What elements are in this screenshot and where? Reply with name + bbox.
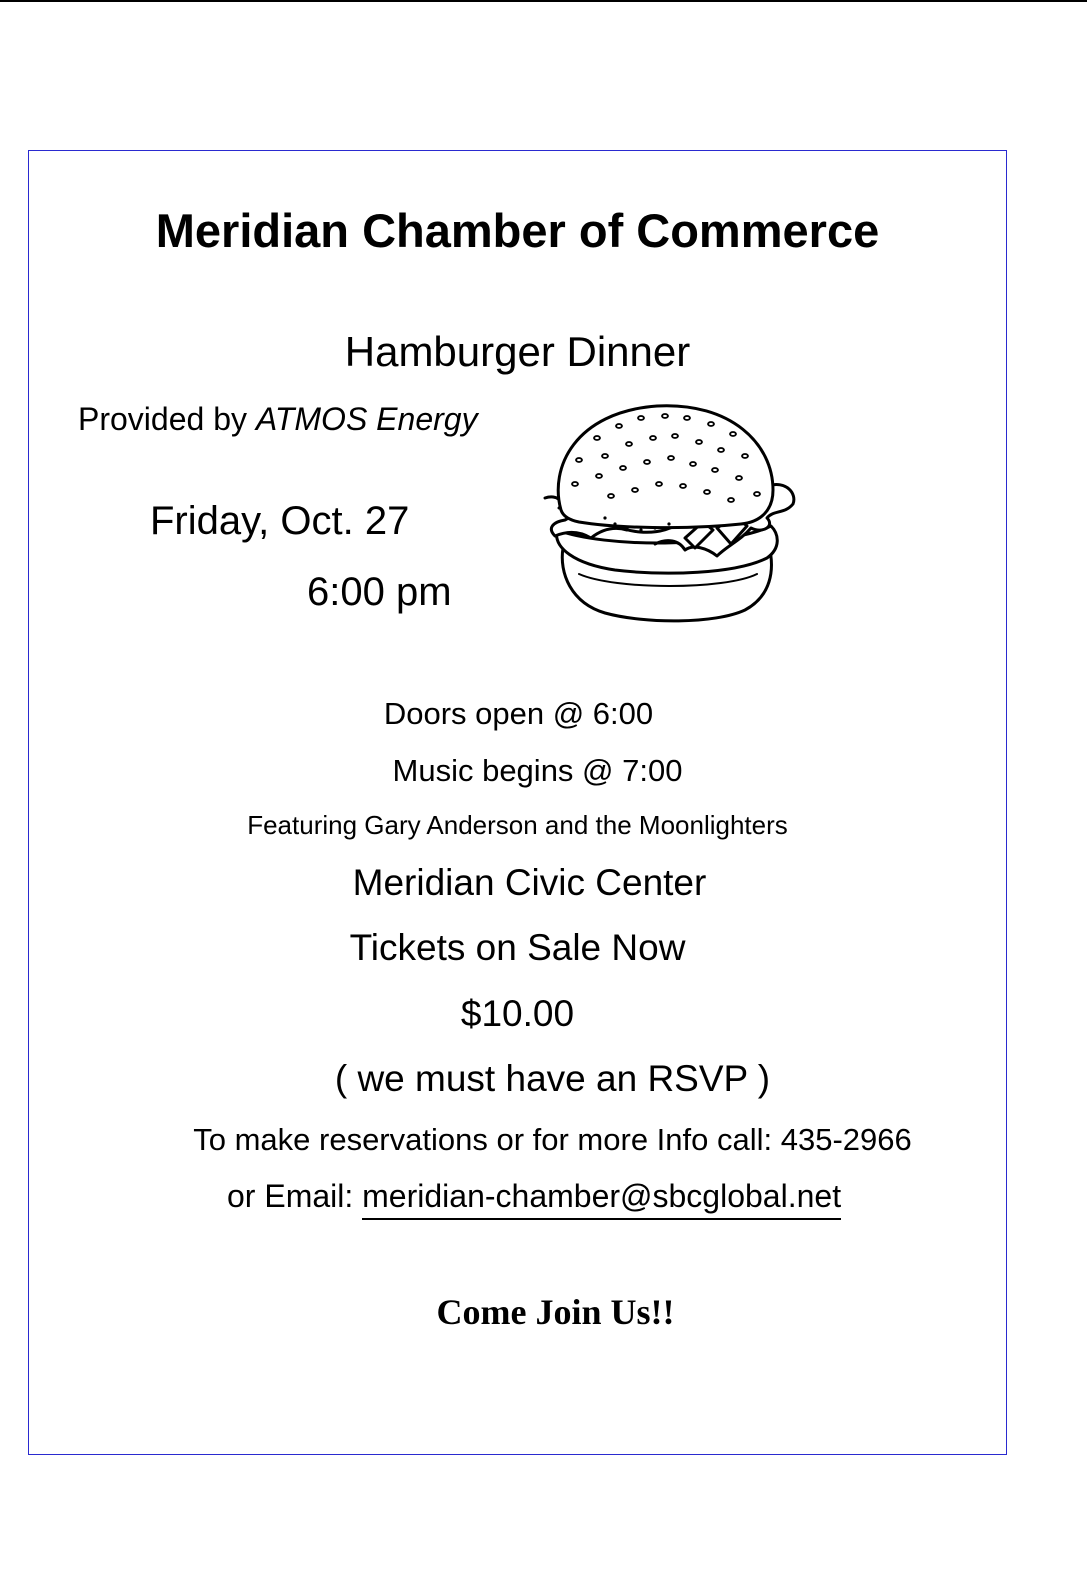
email-prefix: or Email:	[227, 1178, 363, 1214]
closing-text: Come Join Us!!	[436, 1292, 675, 1332]
email-link[interactable]: meridian-chamber@sbcglobal.net	[362, 1178, 841, 1220]
featuring-text: Featuring Gary Anderson and the Moonlighters	[247, 810, 788, 840]
event-date: Friday, Oct. 27	[150, 499, 410, 543]
event-time: 6:00 pm	[307, 570, 452, 614]
sponsor-prefix: Provided by	[78, 401, 256, 437]
sponsor-line	[78, 403, 478, 435]
event-name: Hamburger Dinner	[344, 328, 691, 375]
top-rule	[0, 0, 1087, 2]
flyer-title: Meridian Chamber of Commerce	[155, 204, 880, 257]
rsvp-note: ( we must have an RSVP )	[334, 1058, 771, 1099]
hamburger-icon	[535, 398, 800, 628]
tickets-text: Tickets on Sale Now	[349, 927, 686, 968]
venue-text: Meridian Civic Center	[352, 862, 707, 903]
reservations-phone-text: To make reservations or for more Info call: 435-2966	[193, 1122, 912, 1157]
sponsor-name: ATMOS Energy	[255, 401, 478, 437]
doors-open-text: Doors open @ 6:00	[383, 696, 654, 731]
music-begins-text: Music begins @ 7:00	[392, 753, 683, 788]
ticket-price: $10.00	[460, 993, 575, 1034]
email-line	[227, 1180, 841, 1212]
